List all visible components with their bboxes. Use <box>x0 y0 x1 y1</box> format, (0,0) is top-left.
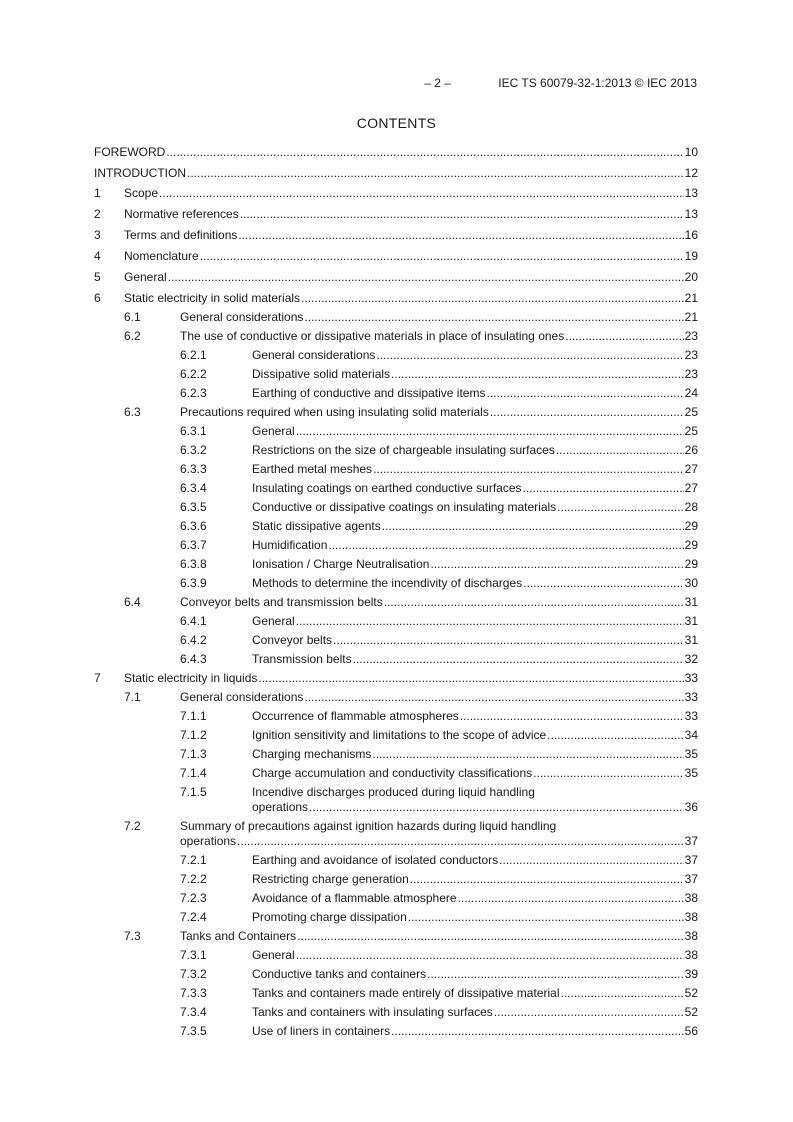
toc-entry[interactable] <box>94 709 698 724</box>
dot-leader <box>427 967 684 982</box>
toc-entry[interactable] <box>94 249 698 264</box>
toc-entry-title: General considerations <box>180 690 304 704</box>
toc-entry-title: Static dissipative agents <box>252 519 381 533</box>
toc-entry-title: Charge accumulation and conductivity classifications <box>252 766 533 780</box>
document-reference: IEC TS 60079-32-1:2013 © IEC 2013 <box>498 76 697 90</box>
toc-entry[interactable] <box>94 766 698 781</box>
dot-leader <box>499 853 683 868</box>
dot-leader <box>391 1024 684 1039</box>
toc-entry-page: 19 <box>684 249 698 263</box>
toc-entry-title: FOREWORD <box>94 145 166 159</box>
dot-leader <box>240 207 684 222</box>
toc-entry-number: 7.1.4 <box>180 766 207 780</box>
toc-entry-number: 7.2.2 <box>180 872 207 886</box>
toc-entry-page: 36 <box>684 800 698 814</box>
toc-entry[interactable] <box>94 291 698 306</box>
toc-entry[interactable] <box>94 329 698 344</box>
toc-entry[interactable] <box>94 929 698 944</box>
toc-entry[interactable] <box>94 228 698 243</box>
dot-leader <box>430 557 683 572</box>
dot-leader <box>410 872 684 887</box>
toc-entry-title: Earthing and avoidance of isolated conductors <box>252 853 499 867</box>
toc-entry-title: Tanks and containers made entirely of dissipative material <box>252 986 560 1000</box>
dot-leader <box>297 929 684 944</box>
dot-leader <box>309 800 684 815</box>
toc-entry[interactable] <box>94 186 698 201</box>
dot-leader <box>494 1005 684 1020</box>
toc-entry[interactable] <box>94 557 698 572</box>
toc-entry-page: 27 <box>684 481 698 495</box>
toc-entry[interactable] <box>94 747 698 762</box>
toc-entry-number: 6.4.2 <box>180 633 207 647</box>
dot-leader <box>408 910 684 925</box>
toc-entry-page: 37 <box>684 872 698 886</box>
toc-entry[interactable] <box>94 405 698 420</box>
toc-entry-title: Incendive discharges produced during liquid handling <box>252 785 535 799</box>
toc-entry-page: 29 <box>684 538 698 552</box>
toc-entry[interactable] <box>94 614 698 629</box>
toc-entry[interactable] <box>94 595 698 610</box>
dot-leader <box>301 291 684 306</box>
toc-entry-number: 6.3.8 <box>180 557 207 571</box>
dot-leader <box>304 310 683 325</box>
toc-entry-number: 6.2.3 <box>180 386 207 400</box>
toc-entry[interactable] <box>94 967 698 982</box>
toc-entry-page: 25 <box>684 424 698 438</box>
toc-entry[interactable] <box>94 819 698 849</box>
toc-entry-number: 6.3.5 <box>180 500 207 514</box>
dot-leader <box>382 519 684 534</box>
toc-entry-number: 3 <box>94 228 101 242</box>
toc-entry-title: Conductive tanks and containers <box>252 967 427 981</box>
dot-leader <box>237 834 684 849</box>
toc-entry-page: 37 <box>684 853 698 867</box>
dot-leader <box>565 329 683 344</box>
toc-entry-title: General <box>252 424 295 438</box>
toc-entry-number: 7.3 <box>124 929 141 943</box>
toc-entry-title: Insulating coatings on earthed conductive surfaces <box>252 481 522 495</box>
toc-entry-title: Methods to determine the incendivity of discharges <box>252 576 523 590</box>
toc-entry-page: 35 <box>684 766 698 780</box>
toc-entry-title: Ignition sensitivity and limitations to the scope of advice <box>252 728 547 742</box>
toc-entry-title: Nomenclature <box>124 249 199 263</box>
toc-entry-title: Humidification <box>252 538 328 552</box>
toc-entry-title: Earthing of conductive and dissipative items <box>252 386 486 400</box>
toc-entry-title: Precautions required when using insulating solid materials <box>180 405 489 419</box>
dot-leader <box>373 462 684 477</box>
toc-entry[interactable] <box>94 424 698 439</box>
toc-entry-page: 13 <box>684 186 698 200</box>
toc-entry-page: 13 <box>684 207 698 221</box>
toc-entry[interactable] <box>94 500 698 515</box>
toc-entry-title: General considerations <box>180 310 304 324</box>
toc-entry-number: 7.2.3 <box>180 891 207 905</box>
toc-entry-page: 21 <box>684 310 698 324</box>
toc-entry[interactable] <box>94 1024 698 1039</box>
toc-entry[interactable] <box>94 728 698 743</box>
toc-entry-page: 38 <box>684 929 698 943</box>
toc-entry[interactable] <box>94 270 698 285</box>
toc-entry-page: 52 <box>684 986 698 1000</box>
toc-entry-page: 38 <box>684 910 698 924</box>
toc-entry-number: 1 <box>94 186 101 200</box>
toc-entry-title: Scope <box>124 186 159 200</box>
toc-entry[interactable] <box>94 538 698 553</box>
toc-entry-number: 6.2.1 <box>180 348 207 362</box>
toc-entry-title-continued: operations <box>252 800 309 814</box>
toc-entry-page: 12 <box>684 166 698 180</box>
toc-entry-title: Static electricity in solid materials <box>124 291 301 305</box>
toc-entry-title: Tanks and containers with insulating surfaces <box>252 1005 493 1019</box>
toc-entry-number: 7.2 <box>124 819 141 833</box>
toc-entry-number: 7.1.2 <box>180 728 207 742</box>
toc-entry-page: 20 <box>684 270 698 284</box>
toc-entry-page: 27 <box>684 462 698 476</box>
toc-entry-page: 33 <box>684 671 698 685</box>
toc-entry[interactable] <box>94 367 698 382</box>
toc-entry-page: 24 <box>684 386 698 400</box>
toc-entry-page: 31 <box>684 614 698 628</box>
toc-entry-title: General considerations <box>252 348 376 362</box>
toc-entry-page: 30 <box>684 576 698 590</box>
toc-entry-page: 34 <box>684 728 698 742</box>
dot-leader <box>523 576 683 591</box>
toc-entry-title: Conductive or dissipative coatings on insulating materials <box>252 500 557 514</box>
toc-entry-page: 52 <box>684 1005 698 1019</box>
toc-entry-title: Summary of precautions against ignition hazards during liquid handling <box>180 819 557 833</box>
toc-entry-number: 7.1.5 <box>180 785 207 799</box>
toc-entry-number: 6.3.9 <box>180 576 207 590</box>
toc-entry[interactable] <box>94 166 698 181</box>
toc-entry-number: 6.3.3 <box>180 462 207 476</box>
toc-entry-title: General <box>252 948 295 962</box>
toc-entry-title: Transmission belts <box>252 652 352 666</box>
toc-entry[interactable] <box>94 671 698 686</box>
table-of-contents <box>94 145 698 1039</box>
toc-entry-title: Conveyor belts <box>252 633 333 647</box>
dot-leader <box>296 948 684 963</box>
toc-entry-number: 7 <box>94 671 101 685</box>
toc-entry[interactable] <box>94 652 698 667</box>
toc-entry-number: 7.1 <box>124 690 141 704</box>
dot-leader <box>200 249 684 264</box>
toc-entry-number: 7.1.3 <box>180 747 207 761</box>
toc-entry-number: 6.4.1 <box>180 614 207 628</box>
dot-leader <box>460 709 684 724</box>
dot-leader <box>490 405 684 420</box>
toc-entry-title: Conveyor belts and transmission belts <box>180 595 383 609</box>
toc-entry-number: 6.4 <box>124 595 141 609</box>
toc-entry-page: 37 <box>684 834 698 848</box>
toc-entry-number: 7.2.1 <box>180 853 207 867</box>
dot-leader <box>547 728 683 743</box>
toc-entry[interactable] <box>94 690 698 705</box>
toc-entry-title: Dissipative solid materials <box>252 367 391 381</box>
dot-leader <box>304 690 683 705</box>
toc-entry[interactable] <box>94 207 698 222</box>
toc-entry[interactable] <box>94 310 698 325</box>
toc-entry[interactable] <box>94 576 698 591</box>
toc-entry-page: 28 <box>684 500 698 514</box>
toc-entry-page: 29 <box>684 557 698 571</box>
dot-leader <box>353 652 684 667</box>
toc-entry[interactable] <box>94 462 698 477</box>
dot-leader <box>258 671 683 686</box>
toc-entry-number: 7.3.4 <box>180 1005 207 1019</box>
toc-entry-number: 7.3.5 <box>180 1024 207 1038</box>
toc-entry-page: 33 <box>684 690 698 704</box>
toc-entry-page: 23 <box>684 367 698 381</box>
dot-leader <box>372 747 683 762</box>
toc-entry-number: 6.3.1 <box>180 424 207 438</box>
toc-entry-page: 33 <box>684 709 698 723</box>
dot-leader <box>376 348 683 363</box>
page-number: – 2 – <box>424 76 451 90</box>
toc-entry-page: 38 <box>684 948 698 962</box>
toc-entry-title: INTRODUCTION <box>94 166 186 180</box>
toc-entry-number: 6.4.3 <box>180 652 207 666</box>
toc-entry-title: Earthed metal meshes <box>252 462 373 476</box>
toc-entry-number: 7.3.3 <box>180 986 207 1000</box>
toc-entry-page: 32 <box>684 652 698 666</box>
toc-entry-title: Use of liners in containers <box>252 1024 391 1038</box>
toc-entry-number: 6.3 <box>124 405 141 419</box>
toc-entry-title: Terms and definitions <box>124 228 238 242</box>
toc-entry[interactable] <box>94 948 698 963</box>
toc-entry[interactable] <box>94 145 698 160</box>
toc-entry-title: Charging mechanisms <box>252 747 372 761</box>
toc-entry-title: General <box>124 270 167 284</box>
toc-entry-page: 29 <box>684 519 698 533</box>
toc-entry-title: Occurrence of flammable atmospheres <box>252 709 459 723</box>
dot-leader <box>159 186 684 201</box>
dot-leader <box>328 538 683 553</box>
dot-leader <box>561 986 684 1001</box>
toc-entry[interactable] <box>94 348 698 363</box>
toc-entry-number: 6.3.2 <box>180 443 207 457</box>
toc-entry-number: 7.3.1 <box>180 948 207 962</box>
dot-leader <box>384 595 684 610</box>
toc-entry-page: 25 <box>684 405 698 419</box>
toc-entry[interactable] <box>94 443 698 458</box>
toc-entry-number: 7.1.1 <box>180 709 207 723</box>
toc-entry-page: 16 <box>684 228 698 242</box>
toc-entry-number: 4 <box>94 249 101 263</box>
toc-entry[interactable] <box>94 1005 698 1020</box>
toc-entry[interactable] <box>94 386 698 401</box>
toc-entry[interactable] <box>94 481 698 496</box>
dot-leader <box>168 270 684 285</box>
toc-entry-title: Promoting charge dissipation <box>252 910 407 924</box>
toc-entry-number: 2 <box>94 207 101 221</box>
toc-entry-page: 31 <box>684 633 698 647</box>
toc-entry-page: 39 <box>684 967 698 981</box>
toc-entry-title: Ionisation / Charge Neutralisation <box>252 557 430 571</box>
dot-leader <box>556 443 684 458</box>
toc-entry-page: 10 <box>684 145 698 159</box>
toc-entry-number: 6.2 <box>124 329 141 343</box>
toc-entry-title: Restricting charge generation <box>252 872 409 886</box>
toc-entry-page: 38 <box>684 891 698 905</box>
toc-entry-page: 31 <box>684 595 698 609</box>
toc-entry-title: Normative references <box>124 207 239 221</box>
toc-entry-title: Tanks and Containers <box>180 929 297 943</box>
toc-entry[interactable] <box>94 785 698 815</box>
page-title: CONTENTS <box>356 115 437 131</box>
dot-leader <box>166 145 683 160</box>
toc-entry[interactable] <box>94 853 698 868</box>
toc-entry[interactable] <box>94 519 698 534</box>
toc-entry-number: 6.3.6 <box>180 519 207 533</box>
dot-leader <box>296 614 684 629</box>
toc-entry-number: 6 <box>94 291 101 305</box>
dot-leader <box>523 481 684 496</box>
toc-entry-page: 35 <box>684 747 698 761</box>
dot-leader <box>486 386 683 401</box>
dot-leader <box>187 166 684 181</box>
dot-leader <box>296 424 684 439</box>
toc-entry[interactable] <box>94 986 698 1001</box>
toc-entry-page: 23 <box>684 348 698 362</box>
toc-entry-page: 21 <box>684 291 698 305</box>
dot-leader <box>238 228 683 243</box>
dot-leader <box>391 367 684 382</box>
toc-entry-number: 6.2.2 <box>180 367 207 381</box>
toc-entry-number: 5 <box>94 270 101 284</box>
toc-entry[interactable] <box>94 633 698 648</box>
toc-entry-number: 7.3.2 <box>180 967 207 981</box>
toc-entry-title: Restrictions on the size of chargeable insulating surfaces <box>252 443 555 457</box>
toc-entry-number: 6.1 <box>124 310 141 324</box>
toc-entry-number: 7.2.4 <box>180 910 207 924</box>
dot-leader <box>333 633 684 648</box>
toc-entry-page: 23 <box>684 329 698 343</box>
toc-entry-title: The use of conductive or dissipative materials in place of insulating ones <box>180 329 565 343</box>
dot-leader <box>533 766 683 781</box>
toc-entry-title-continued: operations <box>180 834 237 848</box>
toc-entry-title: General <box>252 614 295 628</box>
dot-leader <box>458 891 684 906</box>
toc-entry-page: 26 <box>684 443 698 457</box>
dot-leader <box>557 500 683 515</box>
toc-entry[interactable] <box>94 872 698 887</box>
toc-entry[interactable] <box>94 910 698 925</box>
toc-entry[interactable] <box>94 891 698 906</box>
toc-entry-page: 56 <box>684 1024 698 1038</box>
toc-entry-title: Avoidance of a flammable atmosphere <box>252 891 457 905</box>
toc-entry-number: 6.3.7 <box>180 538 207 552</box>
toc-entry-title: Static electricity in liquids <box>124 671 258 685</box>
page-header <box>424 76 697 90</box>
toc-entry-number: 6.3.4 <box>180 481 207 495</box>
